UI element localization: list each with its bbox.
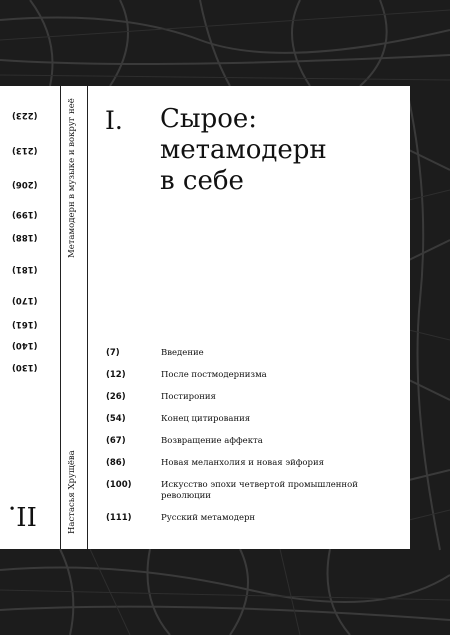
toc-page: (111) [106,513,132,523]
back-page-number: (213) [12,145,38,155]
toc-page: (7) [106,348,120,358]
toc-page: (12) [106,370,126,380]
title-line: в себе [160,166,244,196]
back-cover-page-list [0,86,60,549]
toc-title: После постмодернизма [161,370,267,380]
toc-page: (86) [106,458,126,468]
front-cover-panel [87,86,410,549]
toc-title: Искусство эпохи четвертой промышленной революции [161,480,358,501]
front-cover-numeral: I. [105,106,123,135]
toc-page: (54) [106,414,126,424]
back-page-number: (161) [12,319,38,329]
back-page-number: (206) [12,179,38,189]
back-page-number: (199) [12,209,38,219]
spine-book-title: Метамодерн в музыке и вокруг неё [67,98,77,258]
toc-title: Возвращение аффекта [161,436,263,446]
back-cover-panel [0,86,60,549]
toc-title: Новая меланхолия и новая эйфория [161,458,324,468]
back-page-number: (130) [12,362,38,372]
back-cover-numeral: II. [8,500,37,530]
back-page-number: (181) [12,264,38,274]
toc-title: Конец цитирования [161,414,251,424]
spine-panel [60,86,88,549]
toc-page: (100) [106,480,132,490]
toc-title: Русский метамодерн [161,513,256,523]
back-page-number: (140) [12,340,38,350]
back-page-number: (188) [12,232,38,242]
toc-title: Постирония [161,392,216,402]
toc-title: Введение [161,348,204,358]
front-cover-title [160,104,327,197]
back-page-number: (223) [12,110,38,120]
title-line: метамодерн [160,135,327,165]
toc-page: (67) [106,436,126,446]
spine-author: Настасья Хрущёва [67,450,77,534]
title-line: Сырое: [160,104,258,134]
back-page-number: (170) [12,295,38,305]
toc-page: (26) [106,392,126,402]
